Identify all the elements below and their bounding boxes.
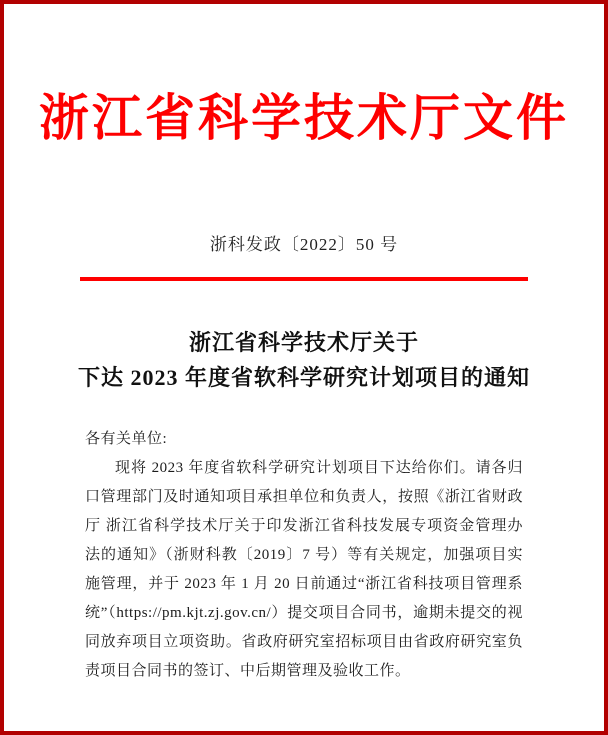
document-number: 浙科发政〔2022〕50 号 bbox=[209, 235, 399, 254]
salutation: 各有关单位: bbox=[85, 431, 168, 447]
body-line: 统”（https://pm.kjt.zj.gov.cn/）提交项目合同书，逾期未提交的视 bbox=[85, 605, 523, 621]
body-line: 口管理部门及时通知项目承担单位和负责人，按照《浙江省财政 bbox=[85, 489, 523, 505]
body-line: 责项目合同书的签订、中后期管理及验收工作。 bbox=[85, 663, 411, 679]
notice-title bbox=[4, 325, 604, 395]
body-line: 现将 2023 年度省软科学研究计划项目下达给你们。请各归 bbox=[115, 460, 523, 476]
notice-title-line1: 浙江省科学技术厅关于 bbox=[188, 330, 419, 355]
notice-title-line2: 下达 2023 年度省软科学研究计划项目的通知 bbox=[77, 365, 530, 390]
masthead-title: 浙江省科学技术厅文件 bbox=[39, 90, 569, 146]
body-paragraph bbox=[85, 425, 523, 686]
red-divider-rule bbox=[80, 277, 528, 281]
body-line: 法的通知》（浙财科教〔2019〕7 号）等有关规定，加强项目实 bbox=[85, 547, 523, 563]
body-line: 施管理，并于 2023 年 1 月 20 日前通过“浙江省科技项目管理系 bbox=[85, 576, 523, 592]
body-line: 同放弃项目立项资助。省政府研究室招标项目由省政府研究室负 bbox=[85, 634, 523, 650]
body-line: 厅 浙江省科学技术厅关于印发浙江省科技发展专项资金管理办 bbox=[85, 518, 523, 534]
